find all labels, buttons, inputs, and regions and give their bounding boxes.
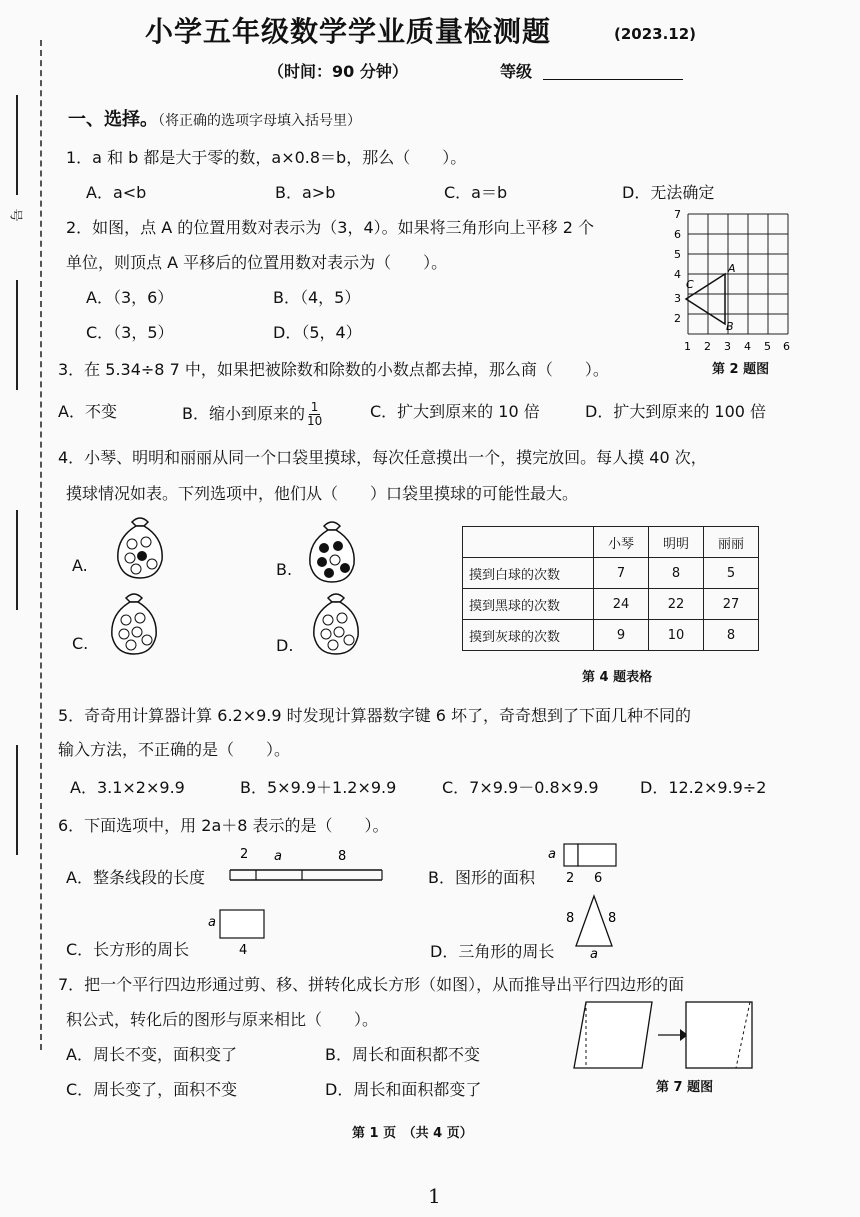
q3-option-d: D．扩大到原来的 100 倍: [585, 402, 767, 421]
q5-option-b: B．5×9.9＋1.2×9.9: [240, 778, 397, 797]
q2-option-b: B．（4，5）: [273, 288, 361, 307]
page-footer: 第 1 页 （共 4 页）: [352, 1126, 473, 1141]
q4-caption: 第 4 题表格: [582, 670, 653, 685]
q7-figure: [570, 998, 770, 1074]
q5-option-d: D．12.2×9.9÷2: [640, 778, 767, 797]
page-title: 小学五年级数学学业质量检测题: [145, 15, 552, 48]
q6-c-label: a: [208, 915, 216, 930]
table-row: [463, 620, 759, 651]
q6-triangle-figure: [564, 890, 624, 960]
q6-stem: 6．下面选项中，用 2a＋8 表示的是（ ）。: [58, 816, 389, 835]
margin-seat-label: 号: [7, 208, 23, 222]
section-heading: 一、选择。（将正确的选项字母填入括号里）: [68, 109, 361, 130]
grade-blank: [543, 79, 683, 80]
q2-x-label: 6: [783, 340, 790, 353]
q2-y-label: 4: [674, 268, 681, 281]
q3-option-c: C．扩大到原来的 10 倍: [370, 402, 540, 421]
q7-option-a: A．周长不变，面积变了: [66, 1045, 237, 1064]
q6-d-label: 8: [566, 911, 575, 926]
q2-y-label: 7: [674, 208, 681, 221]
q1-stem: 1．a 和 b 都是大于零的数，a×0.8＝b，那么（ ）。: [66, 148, 467, 167]
table-cell: 8: [649, 558, 704, 589]
table-cell: 9: [594, 620, 649, 651]
q2-x-label: 5: [764, 340, 771, 353]
q7-option-b: B．周长和面积都不变: [325, 1045, 480, 1064]
rectangle-shape: [686, 1002, 752, 1068]
q1-option-a: A．a<b: [86, 183, 147, 202]
q6-seg-label: 8: [338, 849, 347, 864]
bag-b-icon: [302, 516, 362, 586]
q2-x-label: 1: [684, 340, 691, 353]
table-header-row: [463, 527, 759, 558]
table-header-cell: 明明: [649, 527, 704, 558]
q6-segment-figure: [228, 844, 388, 884]
q7-stem-line1: 7．把一个平行四边形通过剪、移、拼转化成长方形（如图），从而推导出平行四边形的面: [58, 975, 685, 994]
q4-option-d: D.: [276, 636, 294, 655]
table-cell: 8: [704, 620, 759, 651]
q7-option-c: C．周长变了，面积不变: [66, 1080, 238, 1099]
q4-stem-line1: 4．小琴、明明和丽丽从同一个口袋里摸球，每次任意摸出一个，摸完放回。每人摸 40 次，: [58, 448, 707, 467]
table-cell: 24: [594, 589, 649, 620]
q6-option-b: B．图形的面积: [428, 868, 535, 887]
q2-option-c: C．（3，5）: [86, 323, 174, 342]
q2-y-label: 5: [674, 248, 681, 261]
q3-stem: 3．在 5.34÷8 7 中，如果把被除数和除数的小数点都去掉，那么商（ ）。: [58, 360, 609, 379]
bag-c-icon: [104, 588, 164, 658]
margin-line: [16, 280, 18, 390]
page-number: 1: [428, 1184, 441, 1208]
q2-grid-figure: [672, 208, 792, 356]
table-row: [463, 589, 759, 620]
table-cell: 5: [704, 558, 759, 589]
q5-stem-line2: 输入方法，不正确的是（ ）。: [58, 740, 291, 759]
q6-option-d: D．三角形的周长: [430, 942, 555, 961]
q6-rectangle-figure: [206, 904, 276, 956]
q2-grid: [688, 214, 788, 334]
q2-point-c: C: [686, 278, 694, 291]
q2-y-label: 6: [674, 228, 681, 241]
q6-area-figure: [544, 842, 624, 884]
q6-d-label: 8: [608, 911, 617, 926]
q7-option-d: D．周长和面积都变了: [325, 1080, 482, 1099]
table-cell: 22: [649, 589, 704, 620]
q6-d-label: a: [590, 947, 598, 960]
bag-a-icon: [110, 512, 170, 582]
q4-option-b: B.: [276, 560, 293, 579]
table-cell: 摸到灰球的次数: [463, 620, 594, 651]
q6-option-a: A．整条线段的长度: [66, 868, 205, 887]
q5-option-a: A．3.1×2×9.9: [70, 778, 185, 797]
table-cell: 7: [594, 558, 649, 589]
q2-x-label: 4: [744, 340, 751, 353]
table-row: [463, 558, 759, 589]
q5-stem-line1: 5．奇奇用计算器计算 6.2×9.9 时发现计算器数字键 6 坏了，奇奇想到了下面几种不同的: [58, 706, 692, 725]
exam-date: (2023.12): [614, 25, 697, 43]
q2-option-a: A．（3，6）: [86, 288, 174, 307]
binding-dashed-line: [40, 40, 42, 1050]
margin-line: [16, 510, 18, 610]
q2-x-label: 2: [704, 340, 711, 353]
table-cell: 27: [704, 589, 759, 620]
q6-option-c: C．长方形的周长: [66, 940, 190, 959]
q6-seg-label: 2: [240, 847, 249, 862]
q1-option-b: B．a>b: [275, 183, 336, 202]
q6-c-label: 4: [239, 943, 248, 956]
q2-stem-line2: 单位，则顶点 A 平移后的位置用数对表示为（ ）。: [66, 253, 448, 272]
q3-fraction: $\frac{1}{10}$: [306, 400, 323, 428]
q1-option-c: C．a＝b: [444, 183, 508, 202]
q2-point-a: A: [728, 262, 736, 275]
q5-option-c: C．7×9.9－0.8×9.9: [442, 778, 599, 797]
table-cell: 10: [649, 620, 704, 651]
q6-b-label: a: [548, 847, 556, 862]
q2-caption: 第 2 题图: [712, 362, 770, 377]
margin-line: [16, 95, 18, 195]
q1-option-d: D．无法确定: [622, 183, 715, 202]
q2-y-label: 3: [674, 292, 681, 305]
q2-point-b: B: [726, 320, 734, 333]
table-header-cell: 小琴: [594, 527, 649, 558]
q3-option-b: B．缩小到原来的 $\frac{1}{10}$: [182, 400, 323, 428]
q4-stem-line2: 摸球情况如表。下列选项中，他们从（ ）口袋里摸球的可能性最大。: [66, 484, 579, 503]
q6-seg-label: a: [274, 849, 282, 864]
margin-line: [16, 745, 18, 855]
q4-option-a: A.: [72, 556, 88, 575]
table-cell: 摸到黑球的次数: [463, 589, 594, 620]
q2-x-label: 3: [724, 340, 731, 353]
q3-option-a: A．不变: [58, 402, 117, 421]
q6-b-label: 2: [566, 871, 575, 884]
q4-option-c: C.: [72, 634, 89, 653]
q7-caption: 第 7 题图: [656, 1080, 714, 1095]
table-cell: 摸到白球的次数: [463, 558, 594, 589]
time-limit: （时间：90 分钟）: [268, 62, 408, 81]
q2-stem-line1: 2．如图，点 A 的位置用数对表示为（3，4）。如果将三角形向上平移 2 个: [66, 218, 595, 237]
q2-option-d: D．（5，4）: [273, 323, 362, 342]
bag-d-icon: [306, 588, 366, 658]
q6-b-label: 6: [594, 871, 603, 884]
q7-stem-line2: 积公式，转化后的图形与原来相比（ ）。: [66, 1010, 379, 1029]
table-header-cell: 丽丽: [704, 527, 759, 558]
q4-table: [462, 526, 759, 651]
grade-label: 等级: [500, 62, 533, 81]
q2-y-label: 2: [674, 312, 681, 325]
